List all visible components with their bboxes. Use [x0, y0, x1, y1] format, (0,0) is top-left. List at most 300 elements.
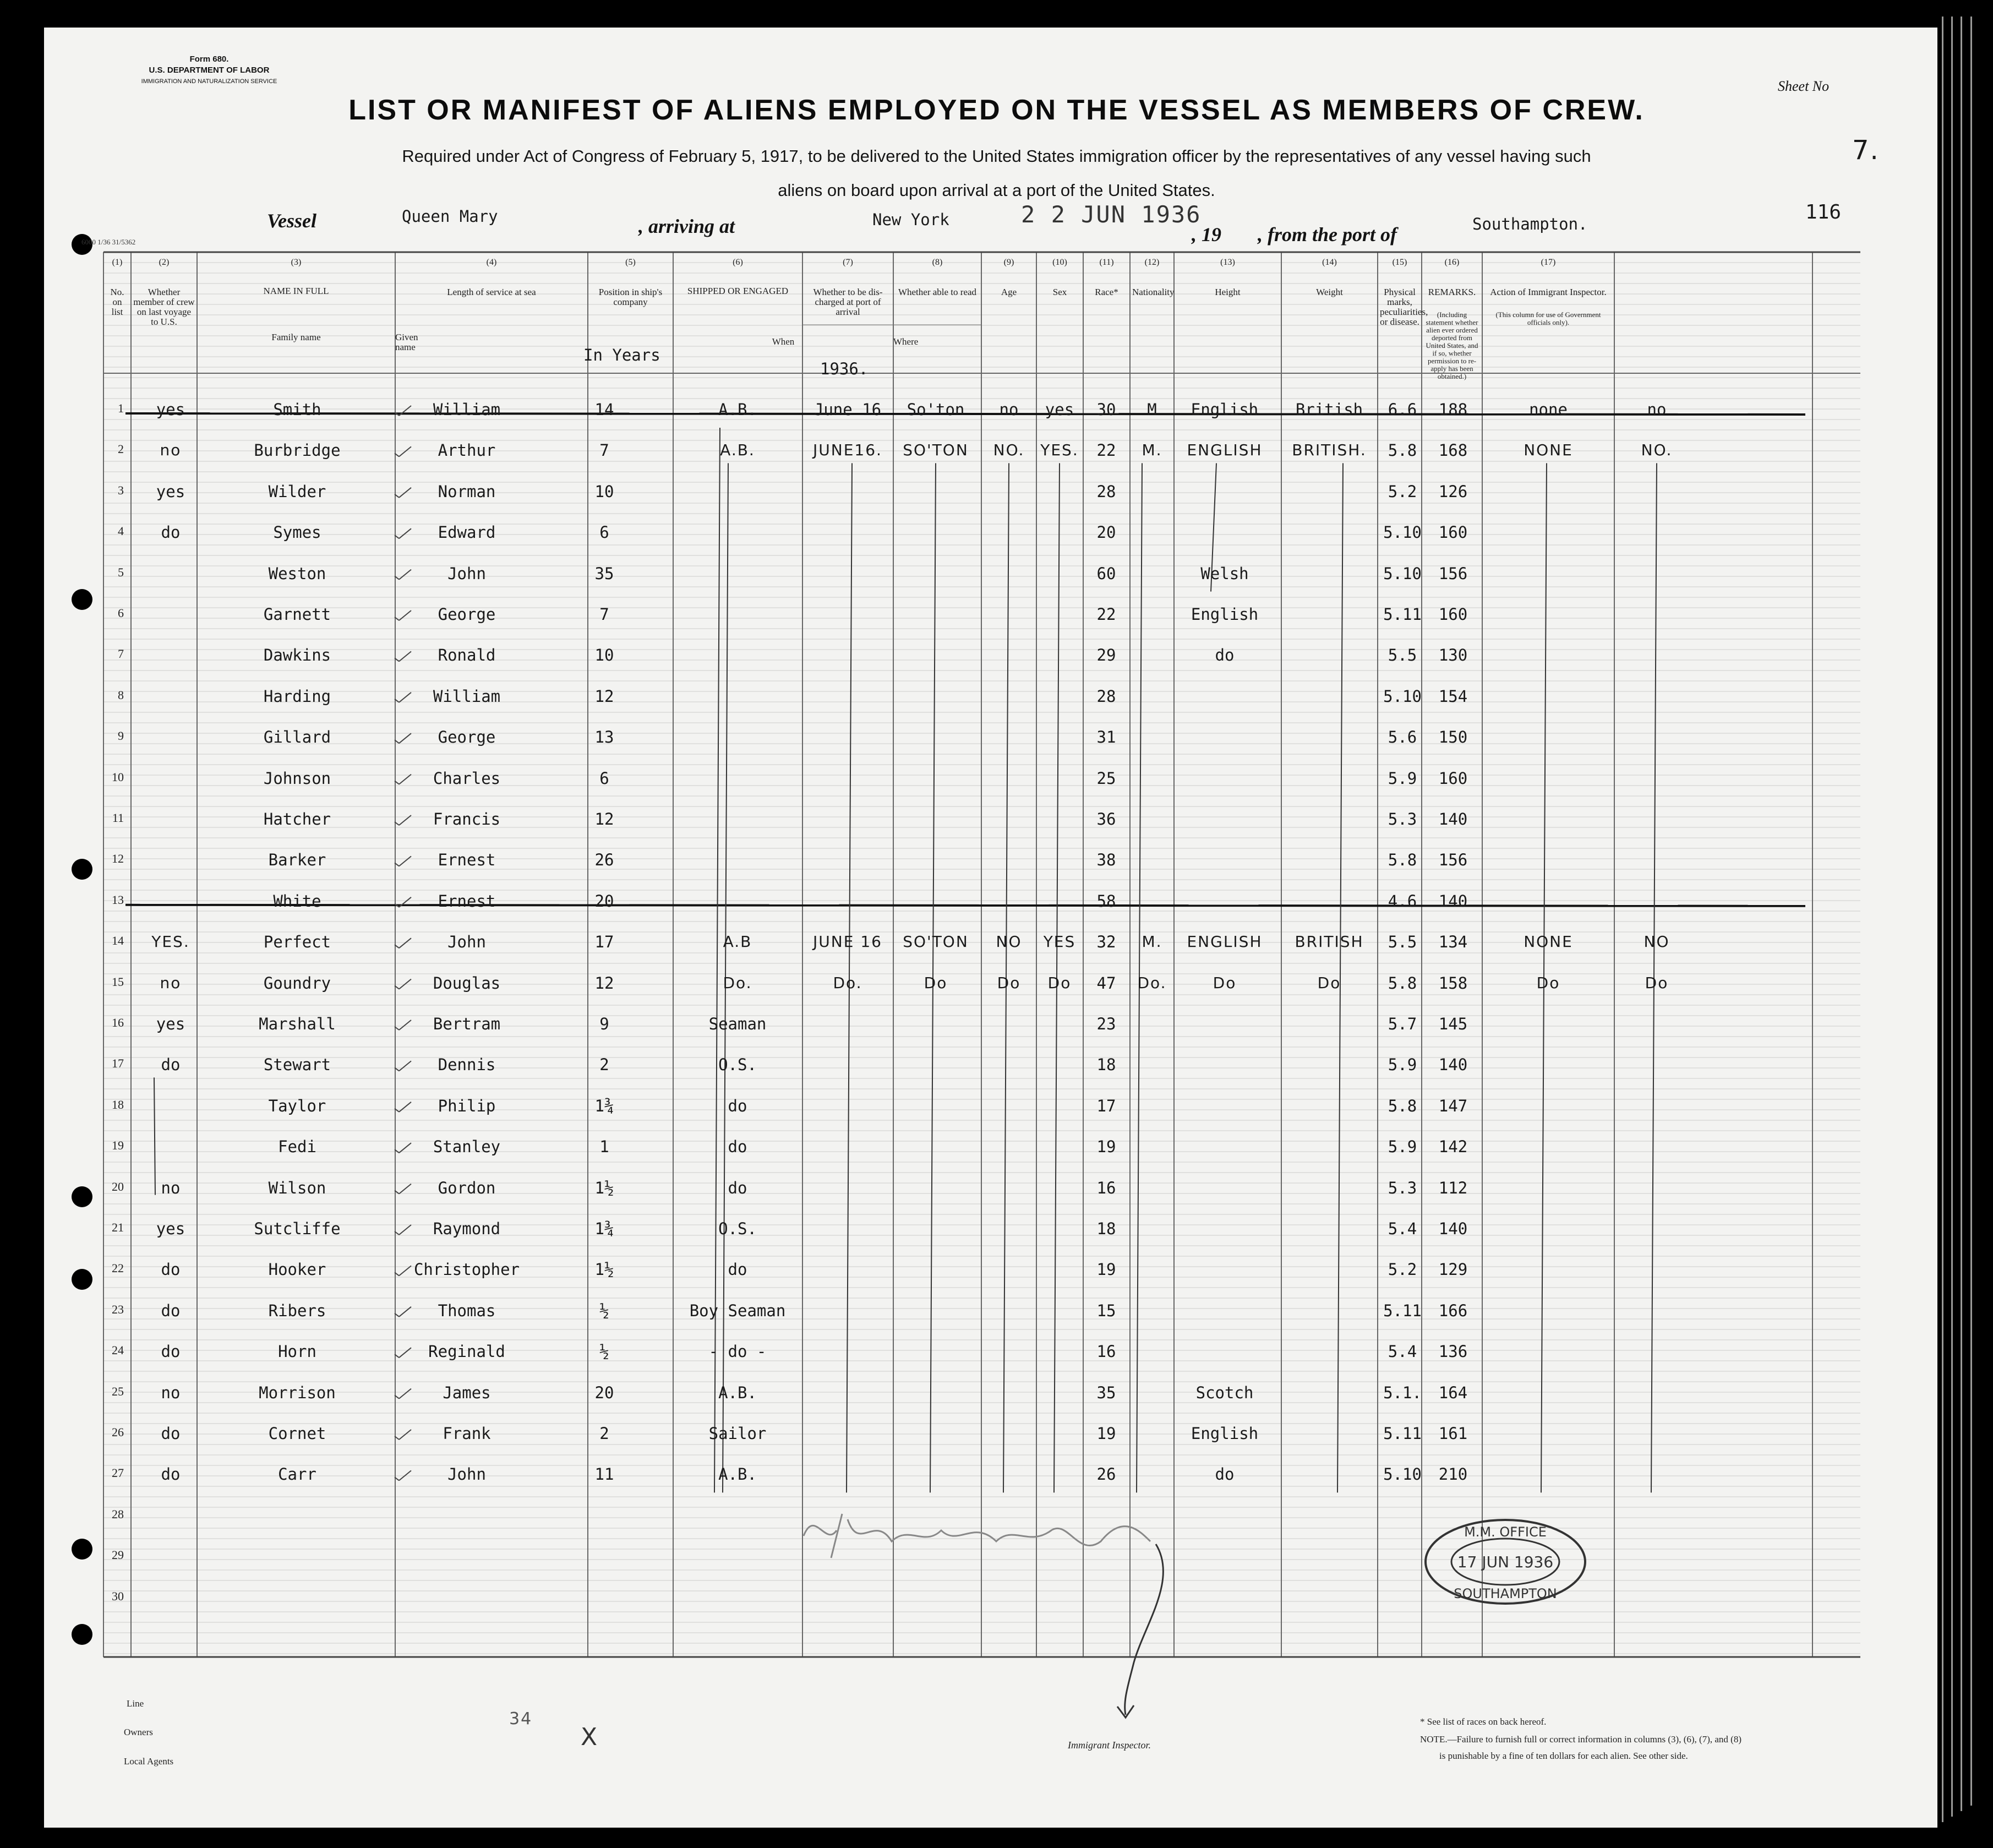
cell-height: 5.10 — [1383, 564, 1422, 583]
cell-prev: do — [161, 1301, 181, 1320]
cell-given: John — [447, 933, 486, 952]
cell-nationality: British — [1295, 400, 1363, 419]
cell-position: O.S. — [718, 1055, 757, 1075]
races-note: * See list of races on back hereof. — [1420, 1716, 1547, 1727]
cell-age: 60 — [1096, 564, 1116, 583]
arrival-date-stamp: 2 2 JUN 1936 — [1021, 201, 1202, 228]
cell-weight: 160 — [1438, 523, 1468, 542]
cell-prev: do — [161, 1465, 181, 1484]
cell-nationality: BRITISH — [1295, 933, 1364, 951]
cell-discharged: Do — [997, 973, 1021, 992]
cell-read: Do — [1047, 973, 1072, 992]
row-number: 28 — [112, 1507, 124, 1521]
row-number: 15 — [112, 974, 124, 989]
cell-family: Symes — [273, 523, 321, 542]
cell-height: 5.10 — [1383, 1465, 1422, 1484]
cell-family: Hooker — [268, 1260, 326, 1279]
shipped-year-note: 1936. — [820, 359, 869, 378]
cell-when: Do. — [833, 973, 862, 992]
cell-given: George — [438, 728, 496, 747]
cell-marks: NONE — [1524, 933, 1573, 951]
column-header: SHIPPED OR ENGAGED — [687, 286, 789, 296]
cell-family: Smith — [273, 400, 321, 419]
cell-age: 18 — [1096, 1055, 1116, 1075]
cell-given: Ernest — [438, 891, 496, 911]
cell-age: 20 — [1096, 523, 1116, 542]
cell-age: 18 — [1096, 1219, 1116, 1238]
cell-height: 5.11 — [1383, 1424, 1422, 1443]
column-header: Age — [1001, 287, 1017, 297]
column-number: (13) — [1220, 258, 1235, 267]
stamp-date-text: 17 JUN 1936 — [1457, 1553, 1554, 1571]
cell-height: 5.3 — [1388, 810, 1417, 828]
cell-service: 12 — [594, 810, 614, 828]
cell-weight: 112 — [1438, 1178, 1468, 1197]
column-header: Weight — [1316, 287, 1343, 297]
cell-service: 1¾ — [594, 1219, 614, 1238]
column-number: (15) — [1392, 258, 1407, 267]
cell-sex: M. — [1142, 441, 1162, 460]
column-subheader: Where — [893, 336, 919, 347]
cell-family: Hatcher — [263, 810, 331, 828]
cell-weight: 166 — [1438, 1301, 1468, 1320]
cell-weight: 136 — [1438, 1342, 1468, 1361]
cell-weight: 188 — [1438, 400, 1468, 419]
cell-read: YES. — [1040, 441, 1079, 460]
inspector-signature — [793, 1497, 1189, 1729]
cell-family: Sutcliffe — [254, 1219, 341, 1238]
cell-position: O.S. — [718, 1219, 757, 1238]
cell-race: Scotch — [1195, 1383, 1254, 1402]
row-number: 5 — [118, 565, 124, 579]
cell-race: Welsh — [1200, 564, 1249, 583]
cell-height: 5.8 — [1388, 973, 1417, 993]
row-number: 21 — [112, 1220, 124, 1234]
cell-position: do — [728, 1096, 747, 1115]
column-number: (14) — [1322, 258, 1337, 267]
cell-height: 5.9 — [1388, 1055, 1417, 1075]
row-number: 11 — [112, 811, 124, 825]
cell-height: 5.7 — [1388, 1015, 1417, 1033]
column-number: (7) — [843, 258, 853, 267]
cell-marks: none — [1529, 400, 1568, 419]
cell-where: SO'TON — [903, 441, 969, 460]
cell-position: do — [728, 1137, 747, 1157]
cell-service: 9 — [599, 1015, 609, 1033]
cell-service: 6 — [599, 768, 609, 788]
cell-prev: do — [161, 523, 181, 542]
cell-when: JUNE 16 — [813, 933, 882, 951]
column-header: Sex — [1052, 287, 1067, 297]
cell-family: Stewart — [263, 1055, 331, 1075]
column-header: REMARKS. — [1428, 287, 1476, 297]
cell-prev: yes — [156, 482, 185, 501]
cell-race: do — [1215, 646, 1235, 665]
row-number: 9 — [118, 729, 124, 743]
cell-weight: 156 — [1438, 564, 1468, 583]
row-number: 22 — [112, 1261, 124, 1275]
cell-race: English — [1191, 605, 1259, 624]
cell-height: 5.5 — [1388, 646, 1417, 665]
cell-given: Gordon — [438, 1178, 496, 1197]
form-header-block — [127, 54, 292, 87]
cell-height: 5.11 — [1383, 1301, 1422, 1320]
row-number: 29 — [112, 1548, 124, 1562]
cell-given: Arthur — [438, 441, 496, 460]
cell-prev: do — [161, 1342, 181, 1361]
in-years-note: In Years — [583, 346, 660, 364]
cell-read: yes — [1045, 400, 1074, 419]
fine-note-line-2: is punishable by a fine of ten dollars for each alien. See other side. — [1439, 1751, 1688, 1761]
row-number: 6 — [118, 606, 124, 620]
sheet-label: Sheet No — [1778, 78, 1830, 94]
cell-height: 5.8 — [1388, 1096, 1417, 1115]
cell-service: 20 — [594, 1383, 614, 1402]
cell-given: Frank — [443, 1424, 491, 1443]
cell-remarks: no — [1647, 400, 1667, 419]
cell-position: A.B. — [720, 441, 755, 460]
cell-age: 32 — [1096, 933, 1116, 952]
cell-family: Barker — [268, 851, 326, 870]
cell-weight: 150 — [1438, 728, 1468, 747]
cell-discharged: NO. — [993, 441, 1025, 460]
column-number: (8) — [932, 258, 943, 267]
cell-where: So'ton — [907, 400, 965, 419]
row-number: 3 — [118, 483, 124, 497]
cell-weight: 140 — [1438, 810, 1468, 828]
sheet-number: 7. — [1852, 135, 1880, 166]
cell-given: Stanley — [433, 1137, 501, 1157]
cell-given: Christopher — [413, 1260, 520, 1279]
cell-weight: 129 — [1438, 1260, 1468, 1279]
cell-position: Sailor — [708, 1424, 767, 1443]
cell-remarks: NO. — [1641, 441, 1673, 460]
cell-when: JUNE16. — [813, 441, 882, 460]
cell-family: Horn — [278, 1342, 316, 1361]
cell-prev: no — [160, 973, 182, 992]
cell-service: 7 — [599, 441, 609, 460]
cell-weight: 158 — [1438, 973, 1468, 993]
row-number: 17 — [112, 1056, 124, 1071]
cell-service: 10 — [594, 646, 614, 665]
cell-position: A.B. — [718, 1465, 757, 1484]
year-label: , 19 — [1192, 223, 1221, 246]
cell-service: 14 — [594, 400, 614, 419]
cell-race: English — [1191, 400, 1259, 419]
cell-age: 22 — [1096, 605, 1116, 624]
cell-height: 6.6 — [1388, 400, 1417, 419]
cell-service: ½ — [599, 1301, 609, 1320]
column-subheader: Family name — [271, 332, 321, 342]
cell-nationality: Do — [1317, 973, 1341, 992]
row-number: 20 — [112, 1179, 124, 1193]
cell-position: A.B. — [718, 1383, 757, 1402]
cell-service: 1¾ — [594, 1096, 614, 1115]
cell-family: Taylor — [268, 1096, 326, 1115]
cell-service: 2 — [599, 1055, 609, 1075]
column-number: (5) — [625, 258, 636, 267]
cell-discharged: no — [999, 400, 1019, 419]
cell-sex: M. — [1142, 933, 1162, 951]
local-agents-label: Local Agents — [124, 1756, 174, 1767]
arriving-label: , arriving at — [638, 215, 735, 237]
cell-prev: YES. — [151, 933, 190, 951]
column-header: Whether able to read — [898, 287, 977, 297]
cell-weight: 145 — [1438, 1015, 1468, 1033]
cell-age: 38 — [1096, 851, 1116, 870]
cell-age: 25 — [1096, 768, 1116, 788]
cell-given: William — [433, 400, 501, 419]
cell-family: Fedi — [278, 1137, 316, 1157]
row-number: 4 — [118, 524, 124, 538]
cell-family: Marshall — [259, 1015, 336, 1033]
column-header-note: (This column for use of Government officials only). — [1495, 310, 1601, 326]
row-number: 26 — [112, 1425, 124, 1439]
column-header: Physical marks, peculiarities, or disease. — [1380, 287, 1428, 327]
cell-family: Perfect — [263, 933, 331, 952]
cell-family: Goundry — [263, 973, 331, 993]
cell-height: 5.5 — [1388, 933, 1417, 952]
cell-age: 17 — [1096, 1096, 1116, 1115]
column-header: NAME IN FULL — [263, 286, 329, 296]
cell-service: 1½ — [594, 1260, 614, 1279]
row-number: 19 — [112, 1138, 124, 1153]
cell-age: 36 — [1096, 810, 1116, 828]
cell-weight: 126 — [1438, 482, 1468, 501]
cell-prev: do — [161, 1055, 181, 1075]
cell-race: ENGLISH — [1187, 933, 1263, 951]
column-number: (12) — [1144, 258, 1160, 267]
column-number: (9) — [1003, 258, 1014, 267]
cell-age: 47 — [1096, 973, 1116, 993]
cell-remarks: NO — [1643, 933, 1670, 951]
cell-prev: do — [161, 1260, 181, 1279]
cell-position: Do. — [723, 973, 752, 992]
cell-given: Edward — [438, 523, 496, 542]
cell-given: William — [433, 686, 501, 706]
column-header: Race* — [1095, 287, 1118, 297]
cell-position: A.B — [723, 933, 752, 951]
cell-service: 12 — [594, 973, 614, 993]
column-header-note: (Including statement whether alien ever ordered deported from United States, and if so, whether permission to re-apply has been obtained.) — [1426, 310, 1478, 380]
row-number: 30 — [112, 1589, 124, 1603]
cell-read: YES — [1043, 933, 1076, 951]
cell-given: Reginald — [428, 1342, 505, 1361]
row-number: 8 — [118, 688, 124, 702]
cell-height: 5.6 — [1388, 728, 1417, 747]
cell-weight: 168 — [1438, 441, 1468, 460]
cell-family: Morrison — [259, 1383, 336, 1402]
cell-height: 5.9 — [1388, 768, 1417, 788]
cell-race: English — [1191, 1424, 1259, 1443]
cell-weight: 210 — [1438, 1465, 1468, 1484]
cell-service: 17 — [594, 933, 614, 952]
cell-height: 5.1. — [1383, 1383, 1422, 1402]
cell-service: 6 — [599, 523, 609, 542]
cell-age: 19 — [1096, 1260, 1116, 1279]
cell-position: do — [728, 1260, 747, 1279]
subtitle-line-1: Required under Act of Congress of February 5, 1917, to be delivered to the United States immigration officer by the representatives of any vessel having such — [402, 146, 1591, 166]
cell-given: John — [447, 564, 486, 583]
row-number: 2 — [118, 442, 124, 456]
cell-service: ½ — [599, 1342, 609, 1361]
cell-weight: 140 — [1438, 1055, 1468, 1075]
cell-weight: 142 — [1438, 1137, 1468, 1157]
column-number: (2) — [159, 258, 170, 267]
page-number: 116 — [1805, 201, 1842, 223]
cell-given: Thomas — [438, 1301, 496, 1320]
cell-height: 5.4 — [1388, 1219, 1417, 1238]
cell-family: Carr — [278, 1465, 316, 1484]
cell-weight: 160 — [1438, 768, 1468, 788]
cell-weight: 160 — [1438, 605, 1468, 624]
cell-marks: Do — [1536, 973, 1560, 992]
row-number: 10 — [112, 770, 124, 784]
mm-office-stamp — [1420, 1517, 1591, 1607]
cell-height: 5.10 — [1383, 523, 1422, 542]
cell-age: 26 — [1096, 1465, 1116, 1484]
cell-family: Burbridge — [254, 441, 341, 460]
cell-age: 28 — [1096, 686, 1116, 706]
vessel-value: Queen Mary — [402, 207, 498, 226]
cell-age: 30 — [1096, 400, 1116, 419]
cell-service: 13 — [594, 728, 614, 747]
row-number: 24 — [112, 1343, 124, 1358]
column-number: (4) — [486, 258, 497, 267]
cell-service: 26 — [594, 851, 614, 870]
cell-weight: 154 — [1438, 686, 1468, 706]
column-number: (17) — [1541, 258, 1556, 267]
cell-height: 5.8 — [1388, 851, 1417, 870]
owners-label: Owners — [124, 1727, 153, 1737]
cell-given: Dennis — [438, 1055, 496, 1075]
cell-race: Do — [1213, 973, 1237, 992]
row-number: 18 — [112, 1097, 124, 1111]
column-number: (6) — [733, 258, 743, 267]
cell-position: Seaman — [708, 1015, 767, 1033]
arriving-value: New York — [872, 210, 949, 229]
cell-height: 5.4 — [1388, 1342, 1417, 1361]
cell-height: 5.8 — [1388, 441, 1417, 460]
cell-family: Gillard — [263, 728, 331, 747]
cell-given: James — [443, 1383, 491, 1402]
cell-family: Harding — [263, 686, 331, 706]
column-header: Whether member of crew on last voyage to U.S. — [133, 287, 195, 327]
cell-race: ENGLISH — [1187, 441, 1263, 460]
cell-weight: 156 — [1438, 851, 1468, 870]
fine-note-line-1: NOTE.—Failure to furnish full or correct information in columns (3), (6), (7), and (8) — [1420, 1734, 1741, 1745]
line-label: Line — [127, 1698, 144, 1709]
cell-family: Garnett — [263, 605, 331, 624]
cell-service: 12 — [594, 686, 614, 706]
cell-service: 35 — [594, 564, 614, 583]
column-subheader: When — [772, 336, 795, 347]
cell-given: Bertram — [433, 1015, 501, 1033]
cell-height: 5.3 — [1388, 1178, 1417, 1197]
cell-service: 1 — [599, 1137, 609, 1157]
cell-service: 11 — [594, 1465, 614, 1484]
stamp-top-text: M.M. OFFICE — [1464, 1524, 1547, 1540]
row-number: 16 — [112, 1016, 124, 1029]
column-header: No. on list — [110, 287, 124, 317]
owners-note: 34 — [509, 1709, 533, 1729]
ditto-line — [154, 1077, 155, 1195]
cell-prev: yes — [156, 1015, 185, 1033]
cell-height: 5.9 — [1388, 1137, 1417, 1157]
row-number: 23 — [112, 1302, 124, 1316]
row-number: 12 — [112, 852, 124, 866]
cell-weight: 161 — [1438, 1424, 1468, 1443]
column-header: Position in ship's company — [598, 287, 663, 307]
cell-family: Wilson — [268, 1178, 326, 1197]
cell-weight: 140 — [1438, 891, 1468, 911]
column-number: (10) — [1052, 258, 1067, 267]
column-header: Whether to be dis-charged at port of arrival — [813, 287, 883, 317]
cell-height: 5.2 — [1388, 1260, 1417, 1279]
row-number: 1 — [118, 401, 124, 415]
cell-where: Do — [924, 973, 948, 992]
cell-service: 1½ — [594, 1178, 614, 1197]
cell-height: 4.6 — [1388, 891, 1417, 911]
page-title: LIST OR MANIFEST OF ALIENS EMPLOYED ON THE VESSEL AS MEMBERS OF CREW. — [348, 94, 1645, 126]
cell-weight: 134 — [1438, 933, 1468, 952]
cell-weight: 147 — [1438, 1096, 1468, 1115]
department-name: U.S. DEPARTMENT OF LABOR — [149, 66, 270, 75]
cell-position: - do - — [708, 1342, 767, 1361]
cell-marks: NONE — [1524, 441, 1573, 460]
cell-given: Charles — [433, 768, 501, 788]
cell-age: 28 — [1096, 482, 1116, 501]
cell-height: 5.11 — [1383, 605, 1422, 624]
cell-height: 5.2 — [1388, 482, 1417, 501]
cell-given: George — [438, 605, 496, 624]
column-number: (1) — [112, 258, 123, 267]
cell-family: Ribers — [268, 1301, 326, 1320]
cell-age: 35 — [1096, 1383, 1116, 1402]
cell-weight: 140 — [1438, 1219, 1468, 1238]
cell-service: 2 — [599, 1424, 609, 1443]
form-number: Form 680. — [189, 54, 229, 64]
cell-family: Dawkins — [263, 646, 331, 665]
cell-position: Boy Seaman — [689, 1301, 786, 1320]
from-port-value: Southampton. — [1472, 215, 1588, 233]
cell-age: 16 — [1096, 1342, 1116, 1361]
from-port-label: , from the port of — [1258, 223, 1397, 246]
column-header: Height — [1215, 287, 1241, 297]
cell-age: 58 — [1096, 891, 1116, 911]
vessel-label: Vessel — [267, 210, 316, 232]
cell-family: Cornet — [268, 1424, 326, 1443]
subtitle-line-2: aliens on board upon arrival at a port of the United States. — [778, 181, 1215, 200]
cell-prev: no — [160, 441, 182, 460]
cell-given: Ernest — [438, 851, 496, 870]
cell-given: Douglas — [433, 973, 501, 993]
row-number: 13 — [112, 892, 124, 907]
cell-given: Raymond — [433, 1219, 501, 1238]
cell-prev: yes — [156, 400, 185, 419]
cell-family: Weston — [268, 564, 326, 583]
cell-position: do — [728, 1178, 747, 1197]
cell-service: 20 — [594, 891, 614, 911]
cell-where: SO'TON — [903, 933, 969, 951]
column-header: Action of Immigrant Inspector. — [1490, 287, 1607, 297]
cell-age: 22 — [1096, 441, 1116, 460]
column-number: (3) — [291, 258, 302, 267]
cell-discharged: NO — [996, 933, 1022, 951]
cell-family: Wilder — [268, 482, 326, 501]
cell-weight: 164 — [1438, 1383, 1468, 1402]
cell-nationality: BRITISH. — [1292, 441, 1367, 460]
